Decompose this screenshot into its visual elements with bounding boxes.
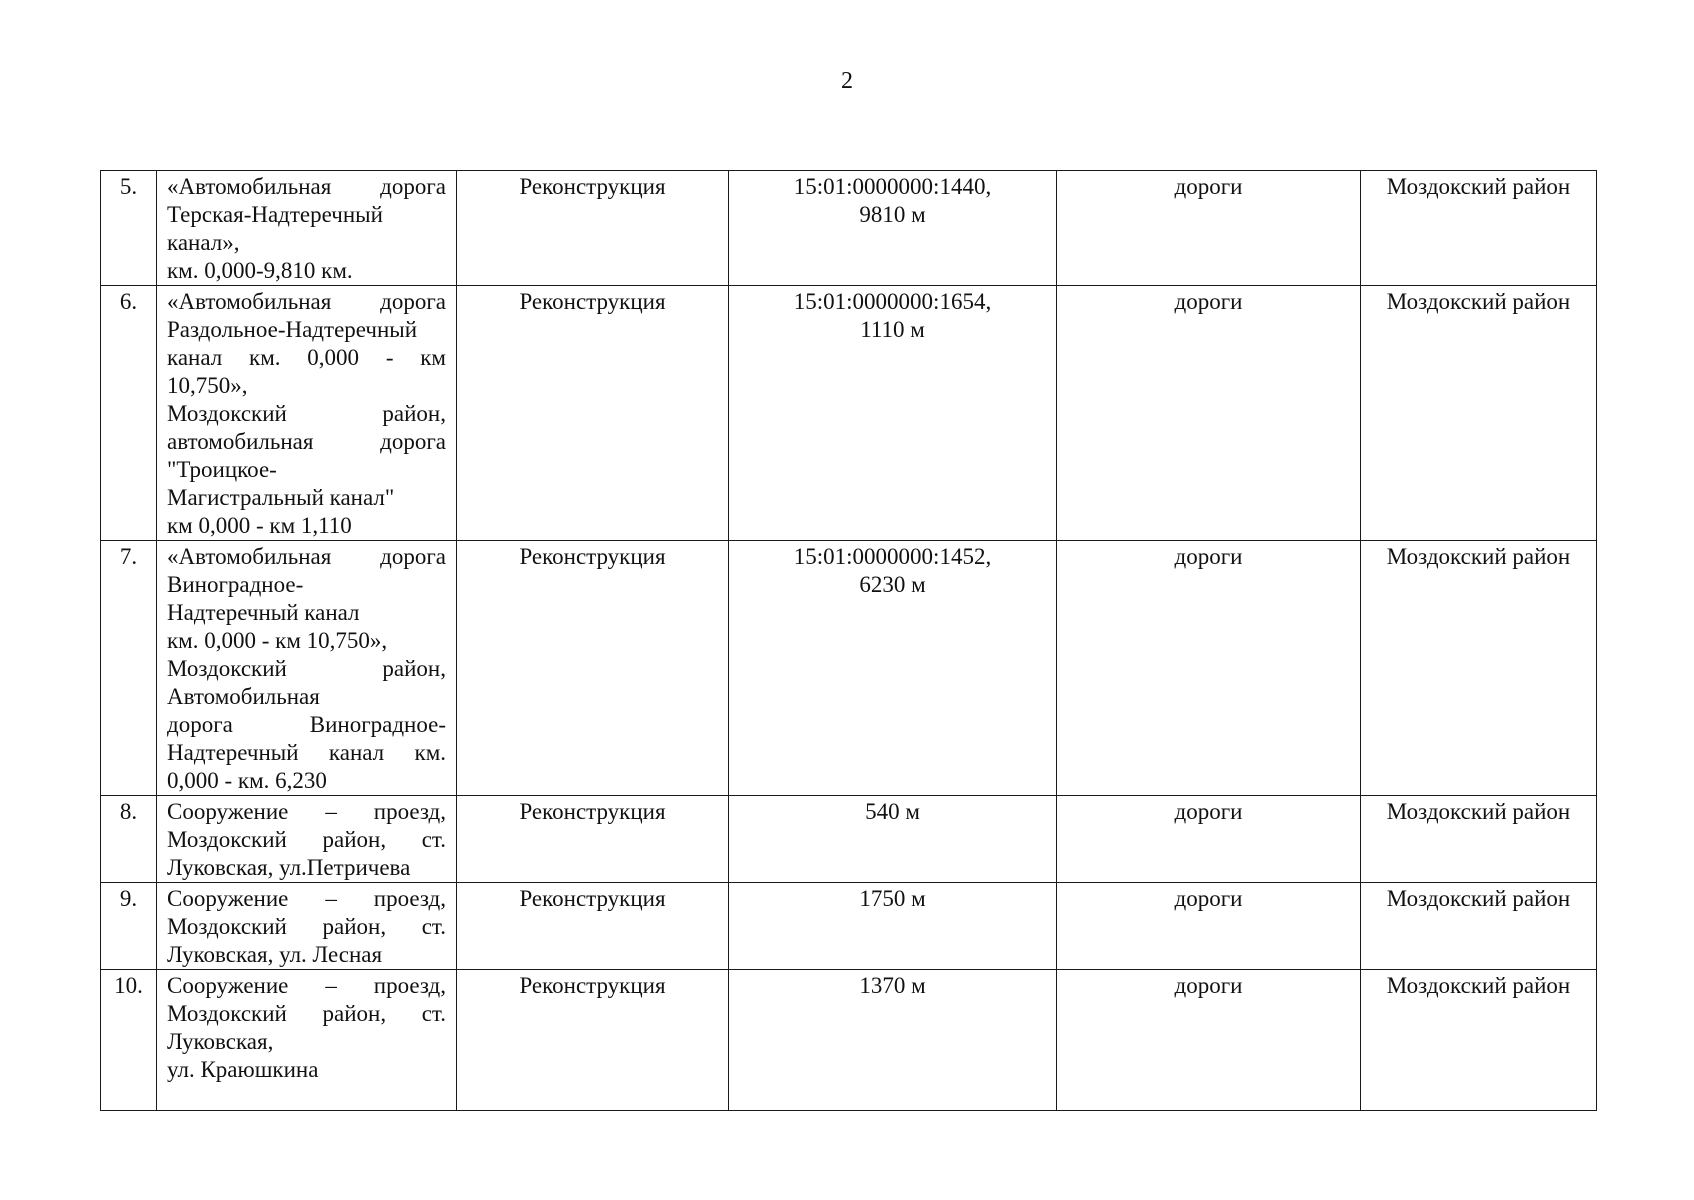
work-type: Реконструкция xyxy=(457,171,729,286)
cadastral-number: 15:01:0000000:1654, xyxy=(793,289,992,314)
object-name-line: 0,000 - км. 6,230 xyxy=(167,768,327,793)
object-name xyxy=(157,970,457,1111)
work-type: Реконструкция xyxy=(457,796,729,883)
object-name-line: «Автомобильная дорога xyxy=(167,174,446,199)
object-name xyxy=(157,286,457,541)
object-name-line: «Автомобильная дорога xyxy=(167,544,446,569)
object-name-line: км. 0,000 - км 10,750», xyxy=(167,628,388,653)
object-name-line: Раздольное-Надтеречный xyxy=(167,317,418,342)
object-name-line: канал км. 0,000 - км xyxy=(167,345,446,370)
object-name-line: км 0,000 - км 1,110 xyxy=(167,513,352,538)
object-category: дороги xyxy=(1057,541,1361,796)
work-type: Реконструкция xyxy=(457,541,729,796)
cadastral-cell xyxy=(729,541,1057,796)
object-location: Моздокский район xyxy=(1361,541,1597,796)
object-length: 1750 м xyxy=(729,883,1057,970)
table-row xyxy=(101,970,1597,1111)
object-name-line: Виноградное- xyxy=(167,572,304,597)
object-category: дороги xyxy=(1057,883,1361,970)
object-name-line: Магистральный канал" xyxy=(167,485,395,510)
object-name-line: дорога Виноградное- xyxy=(167,712,446,737)
row-number: 8. xyxy=(101,796,157,883)
cadastral-cell xyxy=(729,286,1057,541)
work-type: Реконструкция xyxy=(457,883,729,970)
table-row xyxy=(101,286,1597,541)
object-name-line: Моздокский район, xyxy=(167,656,446,681)
row-number: 5. xyxy=(101,171,157,286)
object-length: 540 м xyxy=(729,796,1057,883)
object-name-line: Сооружение – проезд, xyxy=(167,799,446,824)
row-number: 9. xyxy=(101,883,157,970)
cadastral-number: 15:01:0000000:1440, xyxy=(793,174,992,199)
object-length: 1110 м xyxy=(860,317,925,342)
object-name-line: 10,750», xyxy=(167,373,248,398)
object-name xyxy=(157,883,457,970)
object-name-line: Сооружение – проезд, xyxy=(167,973,446,998)
object-name-line: Моздокский район, ст. xyxy=(167,827,446,852)
object-location: Моздокский район xyxy=(1361,970,1597,1111)
object-name-line: канал», xyxy=(167,230,240,255)
object-name-line: автомобильная дорога xyxy=(167,429,446,454)
table-row xyxy=(101,171,1597,286)
cadastral-cell xyxy=(729,171,1057,286)
object-name xyxy=(157,541,457,796)
object-name-line: Моздокский район, ст. xyxy=(167,914,446,939)
work-type: Реконструкция xyxy=(457,286,729,541)
object-location: Моздокский район xyxy=(1361,796,1597,883)
object-location: Моздокский район xyxy=(1361,286,1597,541)
object-name-line: "Троицкое- xyxy=(167,457,277,482)
object-name-line: Терская-Надтеречный xyxy=(167,202,383,227)
page-number: 2 xyxy=(841,68,853,94)
object-length: 1370 м xyxy=(729,970,1057,1111)
object-name-line: ул. Краюшкина xyxy=(167,1057,319,1082)
object-name xyxy=(157,796,457,883)
object-category: дороги xyxy=(1057,970,1361,1111)
object-location: Моздокский район xyxy=(1361,171,1597,286)
row-number: 10. xyxy=(101,970,157,1111)
object-name-line: Надтеречный канал км. xyxy=(167,740,446,765)
object-category: дороги xyxy=(1057,286,1361,541)
table-row xyxy=(101,796,1597,883)
object-name-line: км. 0,000-9,810 км. xyxy=(167,258,353,283)
object-length: 9810 м xyxy=(859,202,926,227)
table-row xyxy=(101,541,1597,796)
objects-table xyxy=(100,170,1597,1111)
work-type: Реконструкция xyxy=(457,970,729,1111)
object-name-line: Автомобильная xyxy=(167,684,320,709)
object-name-line: Сооружение – проезд, xyxy=(167,886,446,911)
object-length: 6230 м xyxy=(859,572,926,597)
object-name-line: Надтеречный канал xyxy=(167,600,360,625)
row-number: 7. xyxy=(101,541,157,796)
object-location: Моздокский район xyxy=(1361,883,1597,970)
object-name-line: Моздокский район, xyxy=(167,401,446,426)
cadastral-number: 15:01:0000000:1452, xyxy=(793,544,992,569)
table-row xyxy=(101,883,1597,970)
object-name-line: Луковская, xyxy=(167,1029,274,1054)
object-category: дороги xyxy=(1057,796,1361,883)
row-number: 6. xyxy=(101,286,157,541)
object-category: дороги xyxy=(1057,171,1361,286)
object-name xyxy=(157,171,457,286)
object-name-line: Луковская, ул.Петричева xyxy=(167,855,411,880)
object-name-line: Моздокский район, ст. xyxy=(167,1001,446,1026)
object-name-line: «Автомобильная дорога xyxy=(167,289,446,314)
object-name-line: Луковская, ул. Лесная xyxy=(167,942,383,967)
